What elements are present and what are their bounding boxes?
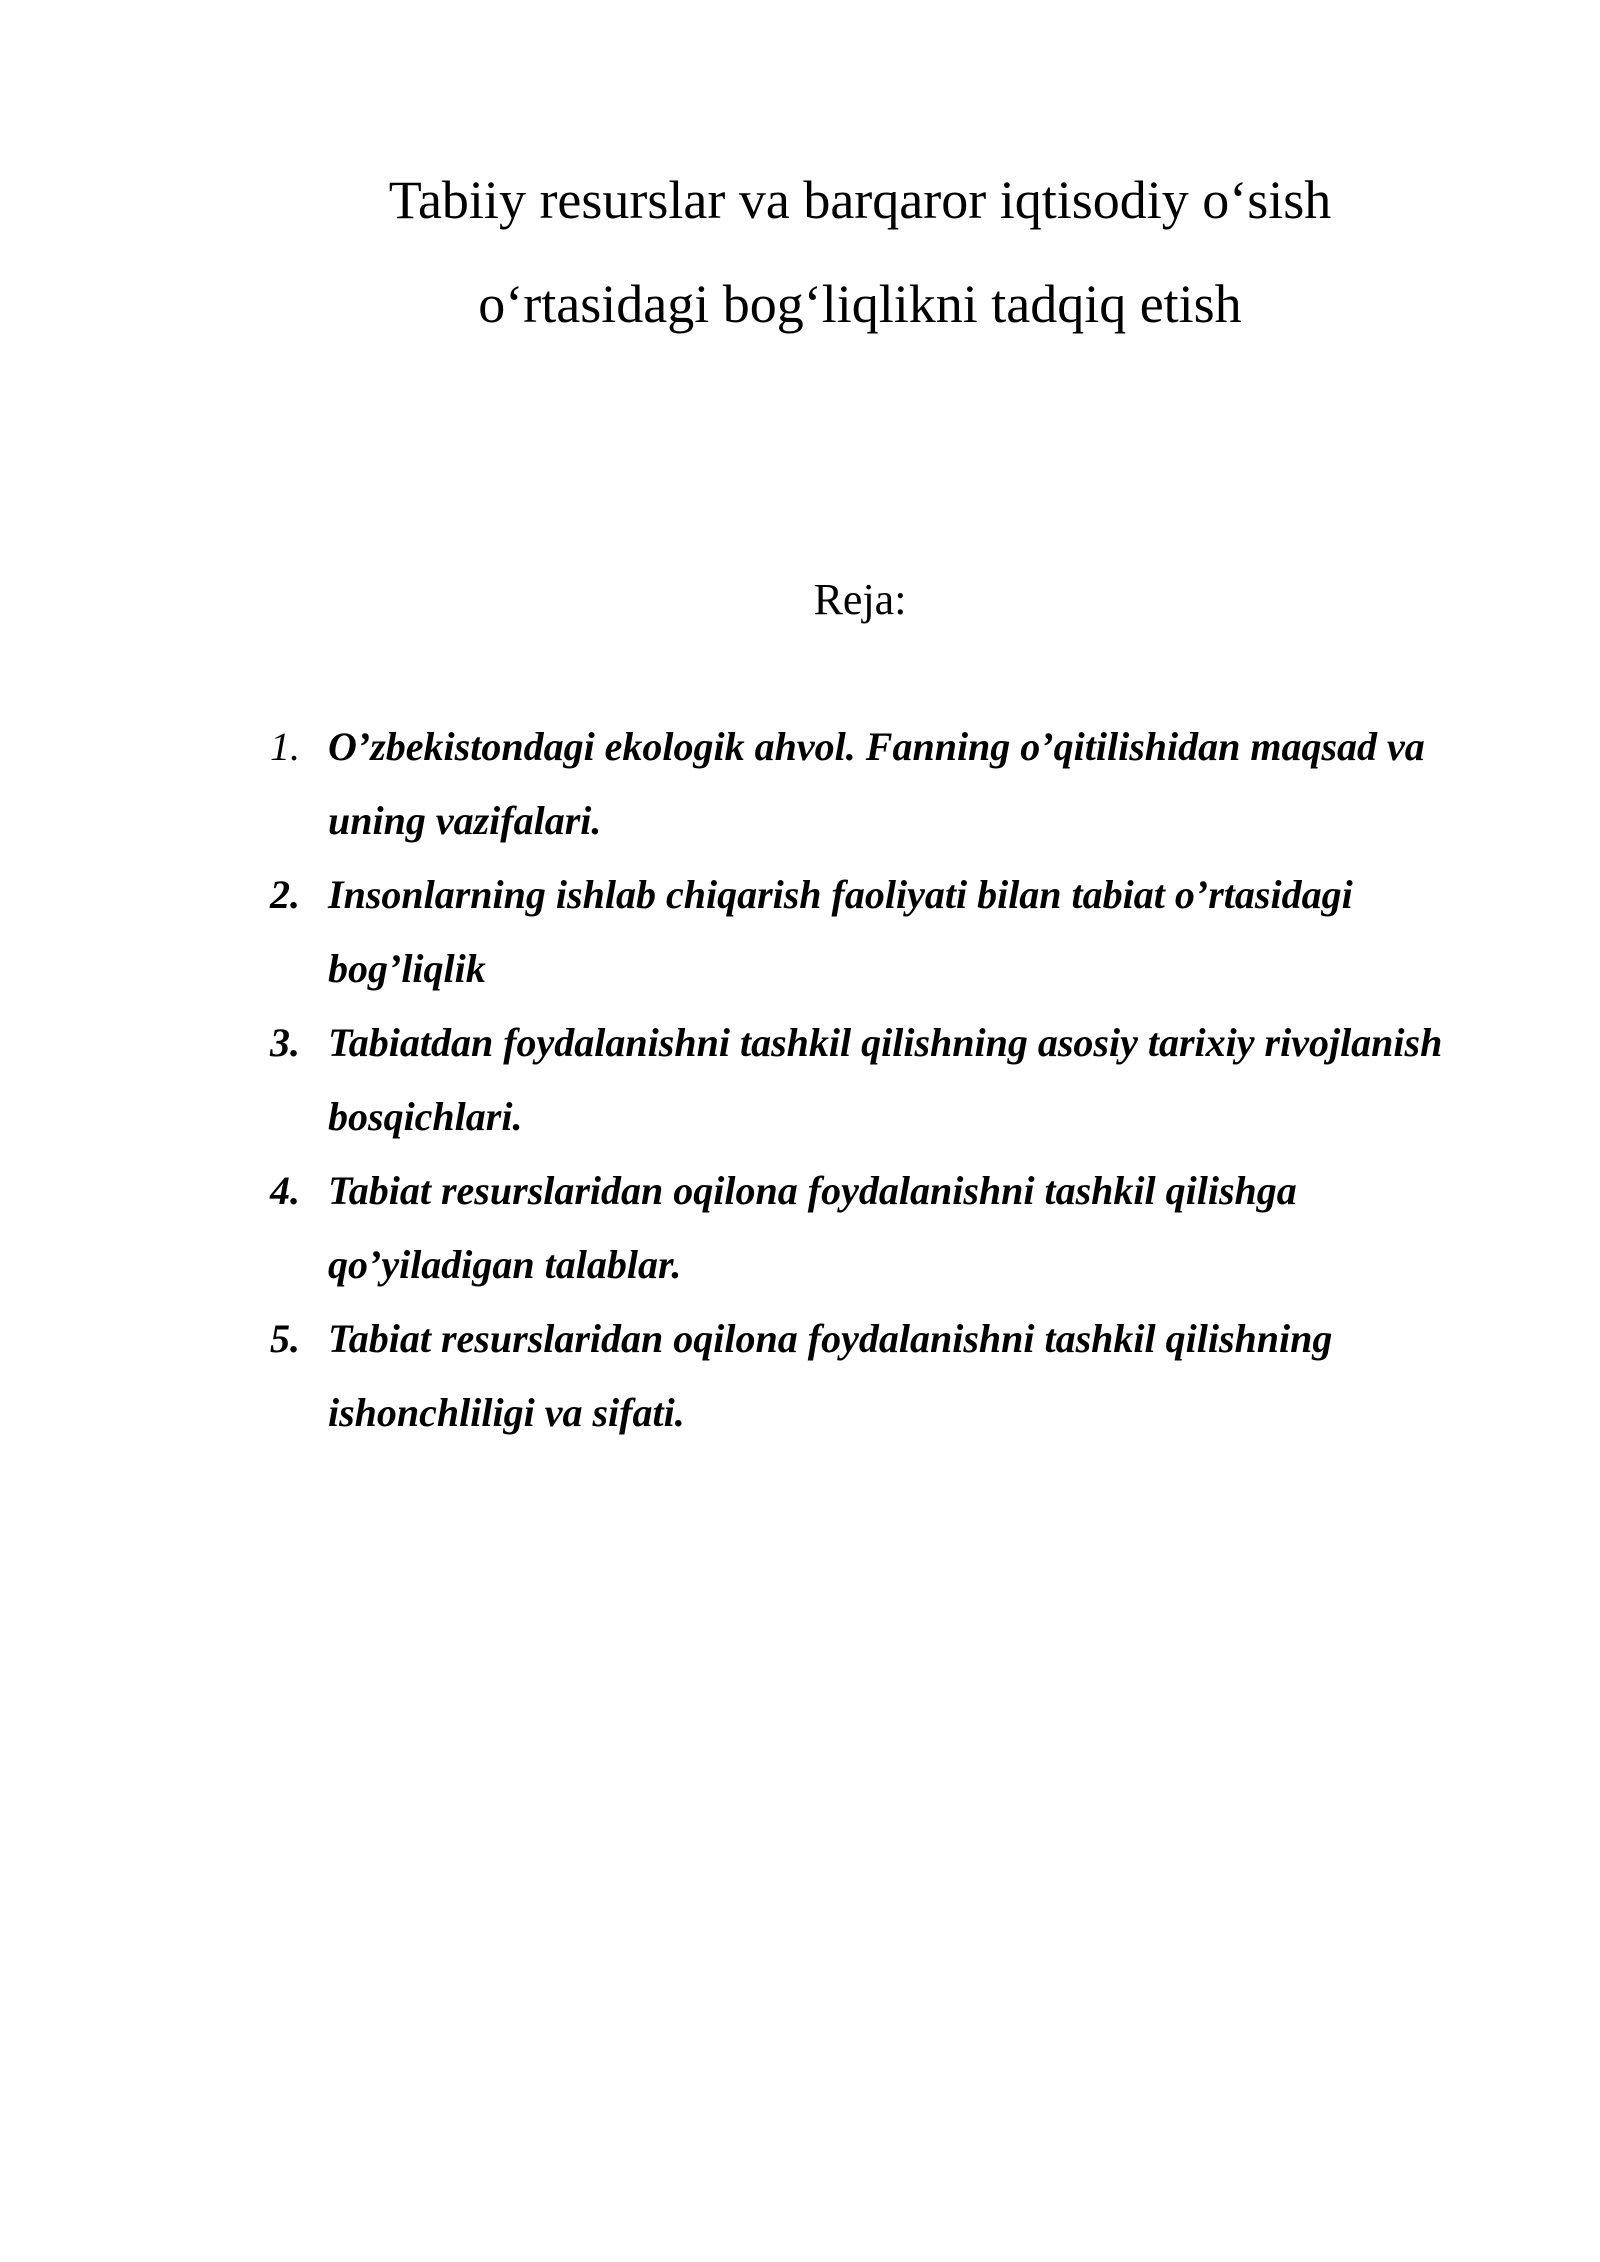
plan-item-1	[270, 710, 1470, 858]
plan-item-text: Insonlarning ishlab chiqarish faoliyati bilan tabiat o’rtasidagi bog’liqlik	[328, 872, 1353, 991]
plan-heading: Reja:	[813, 575, 907, 624]
title-line-1: Tabiiy resurslar va barqaror iqtisodiy o‘sish	[388, 170, 1332, 230]
plan-list	[270, 710, 1470, 1450]
plan-item-number: 2.	[270, 872, 300, 917]
plan-item-4	[270, 1154, 1470, 1302]
plan-item-text: Tabiat resurslaridan oqilona foydalanishni tashkil qilishning ishonchliligi va sifati.	[328, 1316, 1333, 1435]
plan-item-5	[270, 1302, 1470, 1450]
title-line-2: o‘rtasidagi bog‘liqlikni tadqiq etish	[478, 274, 1242, 334]
document-title	[300, 148, 1420, 356]
plan-item-text: Tabiat resurslaridan oqilona foydalanishni tashkil qilishga qo’yiladigan talablar.	[328, 1168, 1297, 1287]
plan-item-text: O’zbekistondagi ekologik ahvol. Fanning o’qitilishidan maqsad va uning vazifalari.	[328, 724, 1425, 843]
plan-item-2	[270, 858, 1470, 1006]
plan-item-text: Tabiatdan foydalanishni tashkil qilishning asosiy tarixiy rivojlanish bosqichlari.	[328, 1020, 1443, 1139]
plan-item-number: 1.	[270, 724, 300, 769]
plan-item-3	[270, 1006, 1470, 1154]
plan-item-number: 3.	[270, 1020, 300, 1065]
plan-item-number: 5.	[270, 1316, 300, 1361]
plan-item-number: 4.	[270, 1168, 300, 1213]
